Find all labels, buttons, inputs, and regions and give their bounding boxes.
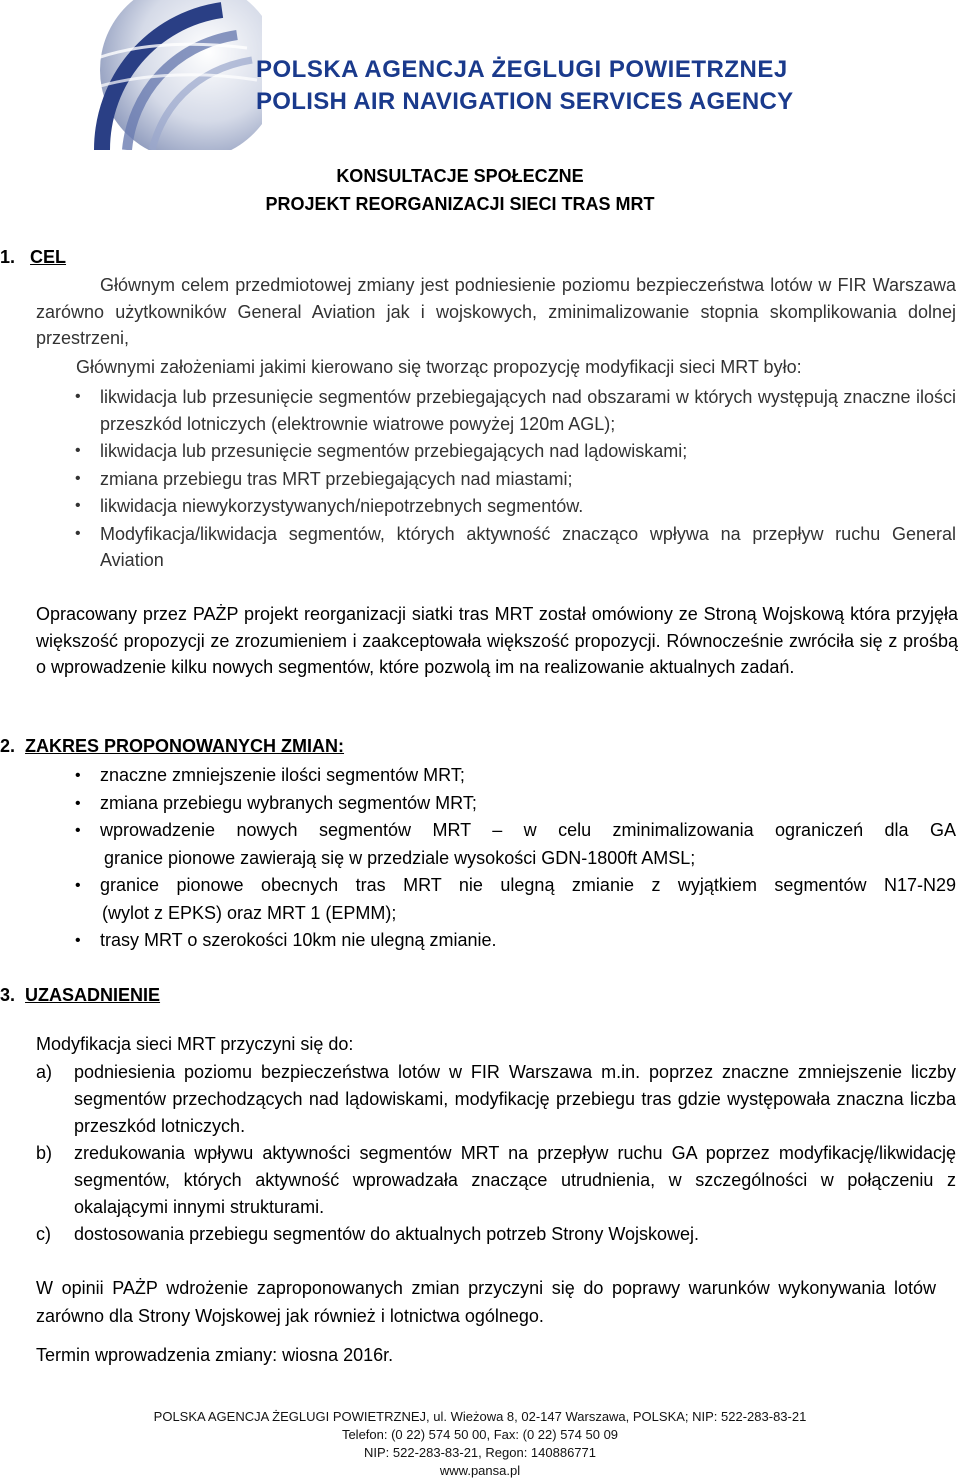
- list-item-text: zredukowania wpływu aktywności segmentów MRT na przepływ ruchu GA poprzez modyfikację/likwidację segmentów, których aktywność wprowadzała znaczące utrudnienia, w szczególności w połączeniu z okalającymi innymi strukturami.: [74, 1143, 956, 1217]
- section-1-paragraph: Opracowany przez PAŻP projekt reorganizacji siatki tras MRT został omówiony ze Stroną Wojskową która przyjęła większość propozycji ze zrozumieniem i zaakceptowała większość propozycji. Równocześnie zwróciła się z prośbą o wprowadzenie kilku nowych segmentów, które pozwolą im na realizowanie aktualnych zadań.: [36, 604, 958, 677]
- org-name-en: POLISH AIR NAVIGATION SERVICES AGENCY: [256, 88, 794, 115]
- list-item-text: dostosowania przebiegu segmentów do aktualnych potrzeb Strony Wojskowej.: [74, 1224, 700, 1244]
- footer: [0, 1408, 960, 1480]
- list-item: [36, 1059, 956, 1140]
- section-2-heading: [0, 733, 344, 759]
- list-item: • zmiana przebiegu tras MRT przebiegających nad miastami;: [100, 466, 956, 493]
- document-title-line1: KONSULTACJE SPOŁECZNE: [336, 166, 584, 186]
- list-item: • likwidacja lub przesunięcie segmentów przebiegających nad lądowiskami;: [100, 438, 956, 465]
- section-2-title: ZAKRES PROPONOWANYCH ZMIAN:: [25, 736, 345, 756]
- section-2-bullet-list: [100, 762, 956, 955]
- list-marker: c): [36, 1224, 51, 1244]
- section-3-number: 3.: [0, 985, 16, 1005]
- list-item: • Modyfikacja/likwidacja segmentów, których aktywność znacząco wpływa na przepływ ruchu General Aviation: [100, 521, 956, 574]
- section-3-intro: Modyfikacja sieci MRT przyczyni się do:: [36, 1034, 354, 1054]
- list-item: • granice pionowe obecnych tras MRT nie ulegną zmianie z wyjątkiem segmentów N17-N29: [100, 872, 956, 900]
- section-1-assumptions: Głównymi założeniami jakimi kierowano się tworząc propozycję modyfikacji sieci MRT było:: [76, 357, 802, 377]
- list-marker: a): [36, 1062, 53, 1082]
- section-1-title: CEL: [30, 247, 67, 267]
- list-item-continuation: (wylot z EPKS) oraz MRT 1 (EPMM);: [102, 902, 397, 923]
- list-item: • likwidacja niewykorzystywanych/niepotrzebnych segmentów.: [100, 493, 956, 520]
- opinion-paragraph: W opinii PAŻP wdrożenie zaproponowanych zmian przyczyni się do poprawy warunków wykonywania lotów zarówno dla Strony Wojskowej jak również i lotnictwa ogólnego.: [36, 1278, 936, 1326]
- list-item: [36, 1221, 956, 1248]
- org-name-pl: POLSKA AGENCJA ŻEGLUGI POWIETRZNEJ: [256, 56, 788, 83]
- footer-ids: NIP: 522-283-83-21, Regon: 140886771: [363, 1445, 596, 1460]
- list-item: • likwidacja lub przesunięcie segmentów przebiegających nad obszarami w których występują znaczne ilości przeszkód lotniczych (elektrownie wiatrowe powyżej 120m AGL);: [100, 384, 956, 437]
- list-item: • trasy MRT o szerokości 10km nie ulegną zmianie.: [100, 927, 956, 955]
- footer-website: www.pansa.pl: [439, 1463, 521, 1478]
- list-item: [36, 1140, 956, 1221]
- list-item: • zmiana przebiegu wybranych segmentów MRT;: [100, 790, 956, 818]
- section-1-heading: [0, 244, 66, 270]
- list-item-text: podniesienia poziomu bezpieczeństwa lotów w FIR Warszawa m.in. poprzez znaczne zmniejszenie liczby segmentów przechodzących nad lądowiskami, modyfikację przebiegu tras gdzie występowała znaczna liczba przeszkód lotniczych.: [74, 1062, 956, 1136]
- document-title-line2: PROJEKT REORGANIZACJI SIECI TRAS MRT: [265, 194, 655, 214]
- section-2-number: 2.: [0, 736, 16, 756]
- footer-address: POLSKA AGENCJA ŻEGLUGI POWIETRZNEJ, ul. Wieżowa 8, 02-147 Warszawa, POLSKA; NIP: 522-283-83-21: [153, 1409, 807, 1424]
- section-1-intro-text: Głównym celem przedmiotowej zmiany jest podniesienie poziomu bezpieczeństwa lotów w FIR Warszawa zarówno użytkowników General Aviation jak i wojskowych, zminimalizowanie stopnia skomplikowania dolnej przestrzeni,: [36, 275, 956, 348]
- list-item: • znaczne zmniejszenie ilości segmentów MRT;: [100, 762, 956, 790]
- list-item: • wprowadzenie nowych segmentów MRT – w celu zminimalizowania ograniczeń dla GA: [100, 817, 956, 845]
- section-3-heading: [0, 982, 160, 1008]
- list-item-continuation: granice pionowe zawierają się w przedziale wysokości GDN-1800ft AMSL;: [104, 847, 696, 868]
- pansa-logo-icon: [72, 0, 262, 150]
- section-3-title: UZASADNIENIE: [25, 985, 161, 1005]
- section-1-intro: [36, 272, 956, 352]
- list-marker: b): [36, 1143, 53, 1163]
- deadline-text: Termin wprowadzenia zmiany: wiosna 2016r.: [36, 1345, 394, 1365]
- section-1-number: 1.: [0, 247, 16, 267]
- footer-phone: Telefon: (0 22) 574 50 00, Fax: (0 22) 574 50 09: [341, 1427, 619, 1442]
- section-1-bullet-list: [100, 384, 956, 574]
- section-3-list: [36, 1059, 956, 1248]
